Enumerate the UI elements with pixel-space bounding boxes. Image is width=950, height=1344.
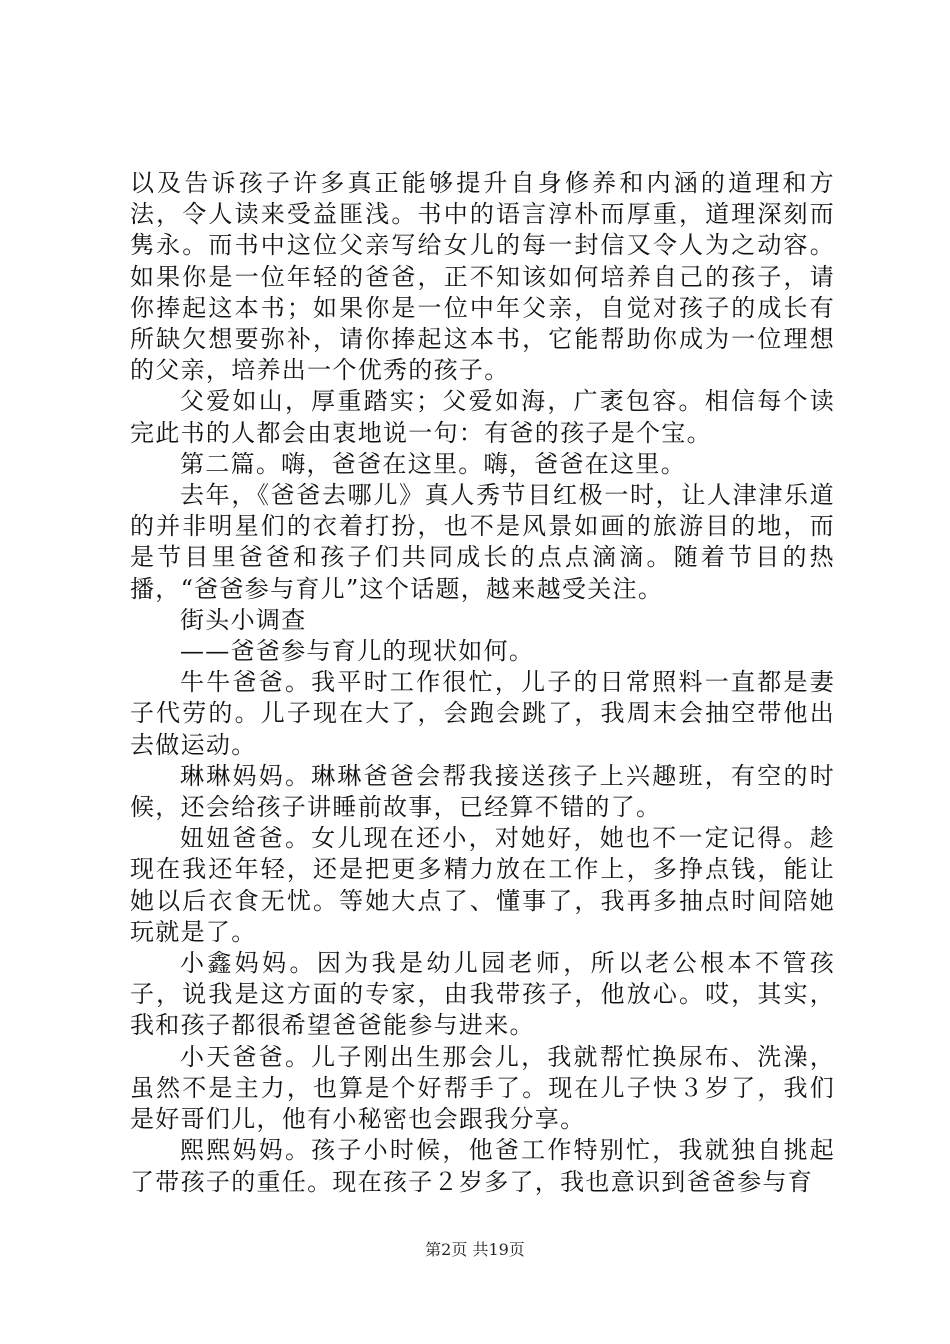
paragraph: 妞妞爸爸。女儿现在还小，对她好，她也不一定记得。趁现在我还年轻，还是把更多精力放在工作上，多挣点钱，能让她以后衣食无忧。等她大点了、懂事了，我再多抽点时间陪她玩就是了。 [130, 824, 835, 946]
section-heading: 第二篇。嗨，爸爸在这里。嗨，爸爸在这里。 [180, 449, 686, 478]
paragraph: 父爱如山，厚重踏实；父爱如海，广袤包容。相信每个读完此书的人都会由衷地说一句：有爸的孩子是个宝。 [130, 387, 835, 447]
subheading: 街头小调查 [180, 605, 307, 634]
body-text [130, 168, 835, 1198]
page-number-footer: 第2页 共19页 [425, 1240, 525, 1259]
paragraph: 小鑫妈妈。因为我是幼儿园老师，所以老公根本不管孩子，说我是这方面的专家，由我带孩子，他放心。哎，其实，我和孩子都很希望爸爸能参与进来。 [130, 949, 835, 1040]
paragraph: 以及告诉孩子许多真正能够提升自身修养和内涵的道理和方法，令人读来受益匪浅。书中的语言淳朴而厚重，道理深刻而隽永。而书中这位父亲写给女儿的每一封信又令人为之动容。如果你是一位年轻的爸爸，正不知该如何培养自己的孩子，请你捧起这本书；如果你是一位中年父亲，自觉对孩子的成长有所缺欠想要弥补，请你捧起这本书，它能帮助你成为一位理想的父亲，培养出一个优秀的孩子。 [130, 169, 835, 385]
subheading-dash: ——爸爸参与育儿的现状如何。 [180, 637, 535, 666]
paragraph: 去年，《爸爸去哪儿》真人秀节目红极一时，让人津津乐道的并非明星们的衣着打扮，也不是风景如画的旅游目的地，而是节目里爸爸和孩子们共同成长的点点滴滴。随着节目的热播，“爸爸参与育儿”这个话题，越来越受关注。 [130, 481, 835, 603]
paragraph: 琳琳妈妈。琳琳爸爸会帮我接送孩子上兴趣班，有空的时候，还会给孩子讲睡前故事，已经算不错的了。 [130, 761, 835, 822]
paragraph: 熙熙妈妈。孩子小时候，他爸工作特别忙，我就独自挑起了带孩子的重任。现在孩子２岁多了，我也意识到爸爸参与育 [130, 1136, 835, 1196]
paragraph: 小天爸爸。儿子刚出生那会儿，我就帮忙换尿布、洗澡，虽然不是主力，也算是个好帮手了。现在儿子快３岁了，我们是好哥们儿，他有小秘密也会跟我分享。 [130, 1042, 835, 1134]
paragraph: 牛牛爸爸。我平时工作很忙，儿子的日常照料一直都是妻子代劳的。儿子现在大了，会跑会跳了，我周末会抽空带他出去做运动。 [130, 668, 835, 759]
